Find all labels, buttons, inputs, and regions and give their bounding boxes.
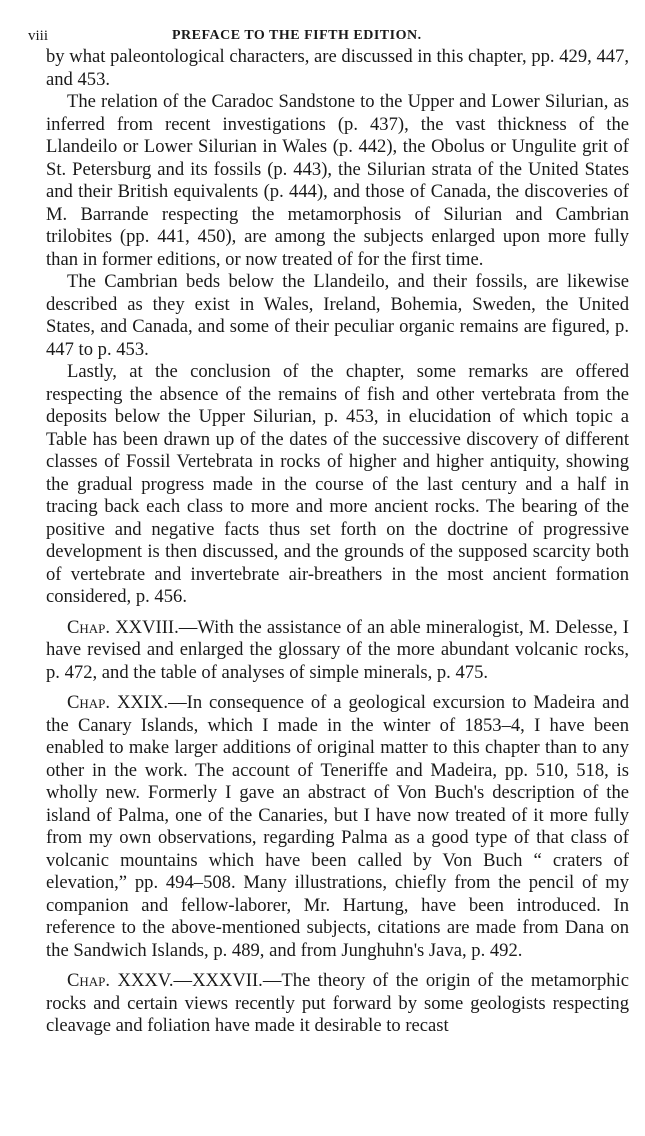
paragraph-chap-xxix xyxy=(46,692,629,962)
paragraph-chap-xxxv-xxxvii xyxy=(46,970,629,1038)
running-title: PREFACE TO THE FIFTH EDITION. xyxy=(172,28,422,43)
chapter-label: Chap. XXIX. xyxy=(67,692,169,713)
running-head xyxy=(28,20,629,46)
paragraph-caradoc-sandstone xyxy=(46,91,629,271)
paragraph-text: by what paleontological characters, are discussed in this chapter, pp. 429, 447, and 453. xyxy=(46,46,629,90)
page-number: viii xyxy=(28,28,49,44)
paragraph-chap-xxviii xyxy=(46,617,629,685)
paragraph-text: The relation of the Caradoc Sandstone to the Upper and Lower Silurian, as inferred from recent investigations (p. 437), the vast thickness of the Llandeilo or Lower Silurian in Wales (p. 442), the Obolus or Ungulite grit of St. Petersburg and its fossils (p. 443), the Silurian strata of the United States and their British equivalents (p. 444), and those of Canada, the discoveries of M. Barrande respecting the metamorphosis of Silurian and Cambrian trilobites (pp. 441, 450), are among the subjects enlarged upon more fully than in former editions, or now treated of for the first time. xyxy=(46,91,629,270)
chapter-label: Chap. XXVIII. xyxy=(67,616,179,638)
paragraph-cambrian-beds xyxy=(46,271,629,361)
paragraph-text: The Cambrian beds below the Llandeilo, and their fossils, are likewise described as they exist in Wales, Ireland, Bohemia, Sweden, the United States, and Canada, and some of their peculiar organic remains are figured, p. 447 to p. 453. xyxy=(46,271,629,360)
paragraph-text: —The theory of the origin of the metamorphic rocks and certain views recently put forward by some geologists respecting cleavage and foliation have made it desirable to recast xyxy=(46,970,629,1036)
paragraph-continuation xyxy=(46,46,629,91)
paragraph-vertebrata-remarks xyxy=(46,361,629,609)
paragraph-text: —With the assistance of an able mineralogist, M. Delesse, I have revised and enlarged the glossary of the more abundant volcanic rocks, p. 472, and the table of analyses of simple minerals, p. 475. xyxy=(46,616,629,683)
paragraph-text: Lastly, at the conclusion of the chapter, some remarks are offered respecting the absence of the remains of fish and other vertebrata from the deposits below the Upper Silurian, p. 453, in elucidation of which topic a Table has been drawn up of the dates of the successive discovery of different classes of Fossil Vertebrata in rocks of higher and higher antiquity, showing the gradual progress made in the course of the last century and a half in tracing back each class to more and more ancient rocks. The bearing of the positive and negative facts thus set forth on the doctrine of progressive development is then discussed, and the grounds of the supposed scarcity both of vertebrate and invertebrate air-breathers in the most ancient formation considered, p. 456. xyxy=(46,361,629,607)
paragraph-text: —In consequence of a geological excursion to Madeira and the Canary Islands, which I made in the winter of 1853–4, I have been enabled to make larger additions of original matter to this chapter than to any other in the work. The account of Teneriffe and Madeira, pp. 510, 518, is wholly new. Formerly I gave an abstract of Von Buch's description of the island of Palma, one of the Canaries, but I have now treated of it more fully from my own observations, regarding Palma as a good type of that class of volcanic mountains which have been called by Von Buch “ craters of elevation,” pp. 494–508. Many illustrations, chiefly from the pencil of my companion and fellow-laborer, Mr. Hartung, have been introduced. In reference to the above-mentioned subjects, citations are made from Dana on the Sandwich Islands, p. 489, and from Junghuhn's Java, p. 492. xyxy=(46,692,629,961)
chapter-label: Chap. XXXV.—XXXVII. xyxy=(67,970,263,991)
body-text xyxy=(46,46,629,1038)
